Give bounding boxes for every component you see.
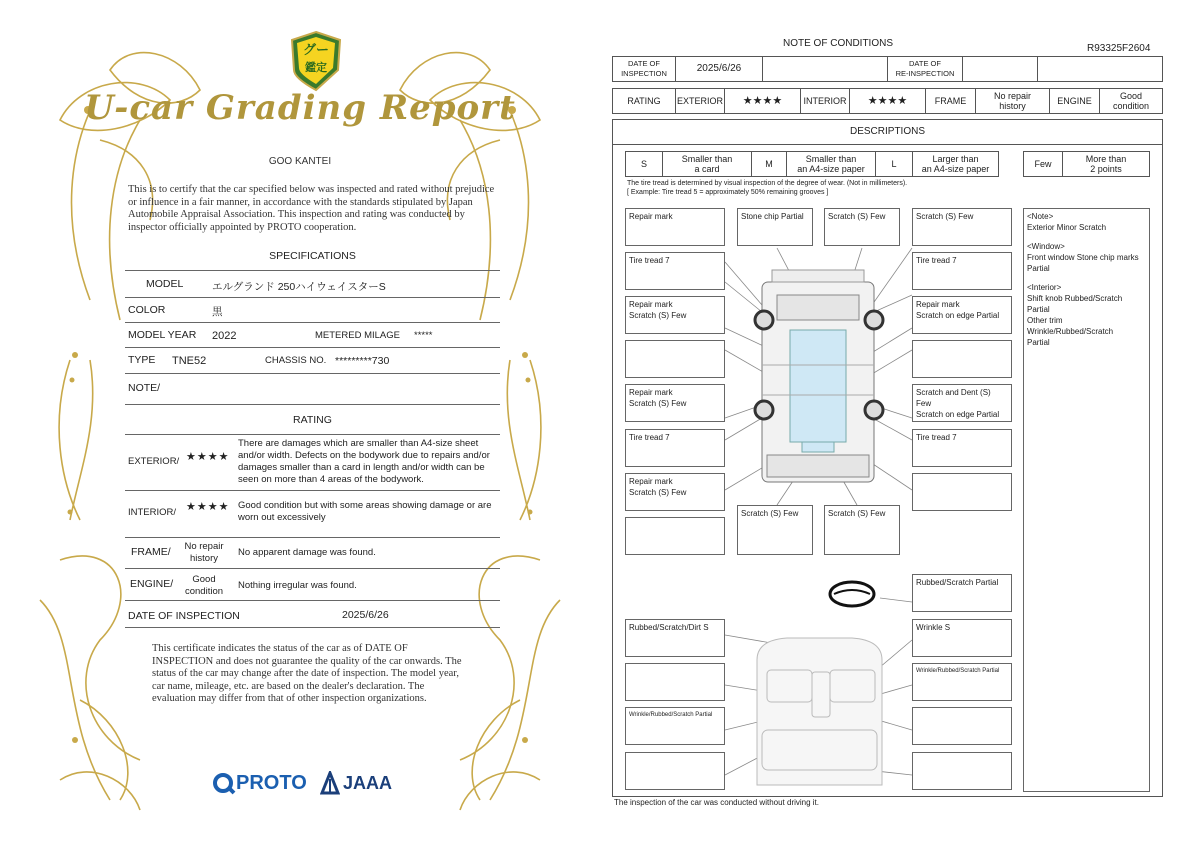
steering-wheel-icon — [830, 582, 874, 606]
legend-few-desc — [1062, 151, 1150, 177]
rating-title: RATING — [293, 414, 332, 426]
date-of-inspection-label: DATE OF INSPECTION — [128, 610, 240, 622]
box-left-8 — [625, 517, 725, 555]
interior-label: INTERIOR/ — [128, 507, 177, 518]
box-interior-left-3: Wrinkle/Rubbed/Scratch Partial — [625, 707, 725, 745]
color-label: COLOR — [128, 304, 166, 316]
descriptions-title: DESCRIPTIONS — [612, 119, 1163, 145]
legend-few: Few — [1023, 151, 1063, 177]
box-right-3-line-1: Repair mark — [916, 300, 960, 309]
legend-l: L — [875, 151, 913, 177]
frame-cell: FRAME — [925, 88, 976, 114]
box-right-7 — [912, 473, 1012, 511]
legend-few-desc-1: More than — [1085, 154, 1127, 164]
window-line-2: Partial — [1027, 264, 1050, 273]
report-title: U-car Grading Report — [84, 88, 516, 128]
engine-cell: ENGINE — [1049, 88, 1100, 114]
box-right-5-line-1: Scratch and Dent (S) Few — [916, 388, 991, 408]
report-subtitle: GOO KANTEI — [268, 156, 332, 167]
frame-value-2: history — [190, 553, 218, 564]
box-top-1: Stone chip Partial — [737, 208, 813, 246]
legend-l-desc-1: Larger than — [932, 154, 979, 164]
legend-s-desc — [662, 151, 752, 177]
box-left-4 — [625, 340, 725, 378]
box-interior-right-3 — [912, 707, 1012, 745]
box-left-3-line-2: Scratch (S) Few — [629, 311, 687, 320]
color-value: 黒 — [212, 306, 223, 318]
frame-label: FRAME/ — [131, 546, 171, 558]
box-bottom-2: Scratch (S) Few — [824, 505, 900, 555]
jaaa-logo-text: JAAA — [343, 772, 393, 793]
rating-cell: RATING — [612, 88, 676, 114]
status-disclaimer: This certificate indicates the status of the car as of DATE OF INSPECTION and does not guarantee the quality of the car onwards. The status of the car may change after the date of inspection. The model year, car name, mileage, etc. are based on the dealer's declaration. The evaluation may differ from that of other inspection organizations. — [152, 643, 462, 704]
exterior-cell: EXTERIOR — [675, 88, 725, 114]
blank-cell — [762, 56, 888, 82]
interior-heading: <Interior> — [1027, 283, 1062, 292]
exterior-description: There are damages which are smaller than A4-size sheet and/or width. Defects on the bodywork due to repairs and/or damages smaller than a card in length and/or width can be seen on more than 4 areas of the bodywork. — [238, 438, 490, 485]
proto-logo — [212, 770, 307, 796]
box-right-1: Scratch (S) Few — [912, 208, 1012, 246]
interior-line-1: Shift knob Rubbed/Scratch — [1027, 294, 1123, 303]
type-label: TYPE — [128, 354, 156, 366]
box-left-7 — [625, 473, 725, 511]
interior-description: Good condition but with some areas showing damage or are worn out excessively — [238, 500, 492, 523]
box-left-5-line-1: Repair mark — [629, 388, 673, 397]
box-bottom-1: Scratch (S) Few — [737, 505, 813, 555]
exterior-stars-cell: ★★★★ — [724, 88, 801, 114]
box-right-2: Tire tread 7 — [912, 252, 1012, 290]
date-of-inspection-value: 2025/6/26 — [342, 609, 389, 621]
type-value: TNE52 — [172, 355, 207, 367]
engine-value-cell — [1099, 88, 1163, 114]
interior-line-5: Partial — [1027, 338, 1050, 347]
box-interior-right-2: Wrinkle/Rubbed/Scratch Partial — [912, 663, 1012, 701]
note-line-1: Exterior Minor Scratch — [1027, 223, 1107, 232]
box-interior-right-1: Wrinkle S — [912, 619, 1012, 657]
model-value: エルグランド 250ハイウェイスターS — [212, 281, 386, 293]
no-driving-note: The inspection of the car was conducted without driving it. — [614, 798, 819, 807]
inspection-date-value: 2025/6/26 — [675, 56, 763, 82]
date-label-1: DATE OF — [628, 59, 660, 68]
interior-line-4: Wrinkle/Rubbed/Scratch — [1027, 327, 1114, 336]
frame-value-1: No repair — [184, 541, 224, 552]
date-of-inspection-cell — [612, 56, 676, 82]
metered-mileage-label: METERED MILAGE — [315, 330, 400, 341]
reinspection-value — [962, 56, 1038, 82]
badge-bottom-text: 鑑定 — [305, 62, 327, 74]
box-interior-left-2 — [625, 663, 725, 701]
note-label: NOTE/ — [128, 382, 161, 394]
exterior-stars: ★★★★ — [186, 451, 230, 463]
engine-label: ENGINE/ — [130, 578, 174, 590]
notes-panel — [1023, 208, 1150, 792]
legend-m-desc — [786, 151, 876, 177]
interior-stars: ★★★★ — [186, 501, 230, 513]
interior-line-3: Other trim — [1027, 316, 1063, 325]
box-left-5-line-2: Scratch (S) Few — [629, 399, 687, 408]
specifications-title: SPECIFICATIONS — [269, 250, 356, 262]
proto-logo-text: PROTO — [236, 771, 307, 794]
legend-l-desc-2: an A4-size paper — [921, 164, 990, 174]
box-left-7-line-2: Scratch (S) Few — [629, 488, 687, 497]
badge-top-text: グー — [302, 42, 329, 57]
engine-value-1: Good — [192, 574, 216, 585]
legend-m-desc-1: Smaller than — [805, 154, 857, 164]
engine-description: Nothing irregular was found. — [238, 580, 357, 591]
interior-stars-cell: ★★★★ — [849, 88, 926, 114]
tire-note-2: [ Example: Tire tread 5 = approximately 50% remaining grooves ] — [627, 189, 829, 196]
reinspect-label-1: DATE OF — [909, 59, 941, 68]
box-right-5-line-2: Scratch on edge Partial — [916, 410, 1000, 419]
box-left-6: Tire tread 7 — [625, 429, 725, 467]
frame-value-2: history — [999, 101, 1026, 111]
goo-kantei-badge — [288, 30, 344, 92]
jaaa-logo — [320, 770, 392, 796]
legend-s: S — [625, 151, 663, 177]
certification-text: This is to certify that the car specified below was inspected and rated without prejudice or influence in a fair manner, in accordance with the standards stipulated by Japan Automobile Appraisal Association. This inspection and rating was conducted by inspector officially appointed by PROTO cooperation. — [128, 184, 495, 233]
exterior-label: EXTERIOR/ — [128, 456, 180, 467]
legend-l-desc — [912, 151, 999, 177]
reinspection-cell — [887, 56, 963, 82]
proto-mark-icon — [212, 771, 236, 795]
box-steering: Rubbed/Scratch Partial — [912, 574, 1012, 612]
box-right-3-line-2: Scratch on edge Partial — [916, 311, 1000, 320]
box-left-2: Tire tread 7 — [625, 252, 725, 290]
window-heading: <Window> — [1027, 242, 1065, 251]
box-left-7-line-1: Repair mark — [629, 477, 673, 486]
legend-s-desc-1: Smaller than — [681, 154, 733, 164]
interior-cell: INTERIOR — [800, 88, 850, 114]
car-interior-view — [757, 638, 882, 785]
box-left-3-line-1: Repair mark — [629, 300, 673, 309]
legend-s-desc-2: a card — [694, 164, 720, 174]
box-left-5 — [625, 384, 725, 422]
interior-line-2: Partial — [1027, 305, 1050, 314]
box-right-4 — [912, 340, 1012, 378]
box-top-2: Scratch (S) Few — [824, 208, 900, 246]
model-year-value: 2022 — [212, 330, 237, 342]
box-right-3 — [912, 296, 1012, 334]
model-label: MODEL — [146, 278, 184, 290]
box-left-1: Repair mark — [625, 208, 725, 246]
tire-note-1: The tire tread is determined by visual inspection of the degree of wear. (Not in millimeters). — [627, 180, 908, 187]
box-interior-right-4 — [912, 752, 1012, 790]
model-year-label: MODEL YEAR — [128, 329, 197, 341]
legend-few-desc-2: 2 points — [1090, 164, 1122, 174]
reinspect-label-2: RE-INSPECTION — [895, 69, 955, 78]
legend-m-desc-2: an A4-size paper — [797, 164, 865, 174]
frame-value-cell — [975, 88, 1050, 114]
reference-number: R93325F2604 — [1087, 43, 1151, 54]
box-right-6: Tire tread 7 — [912, 429, 1012, 467]
box-interior-left-1: Rubbed/Scratch/Dirt S — [625, 619, 725, 657]
engine-value-1: Good — [1119, 91, 1143, 101]
blank-cell-2 — [1037, 56, 1163, 82]
frame-description: No apparent damage was found. — [238, 547, 376, 558]
date-label-2: INSPECTION — [621, 69, 667, 78]
chassis-value: *********730 — [335, 355, 390, 367]
engine-value-2: condition — [1112, 101, 1150, 111]
frame-value-1: No repair — [993, 91, 1031, 101]
box-interior-left-4 — [625, 752, 725, 790]
note-title: NOTE OF CONDITIONS — [783, 38, 893, 49]
car-top-view — [762, 270, 874, 482]
metered-mileage-value: ***** — [414, 330, 433, 341]
note-heading: <Note> — [1027, 212, 1054, 221]
box-left-3 — [625, 296, 725, 334]
window-line-1: Front window Stone chip marks — [1027, 253, 1139, 262]
legend-m: M — [751, 151, 787, 177]
box-right-5 — [912, 384, 1012, 422]
jaaa-mark-icon — [320, 771, 340, 795]
engine-value-2: condition — [184, 586, 224, 597]
chassis-label: CHASSIS NO. — [265, 355, 327, 366]
